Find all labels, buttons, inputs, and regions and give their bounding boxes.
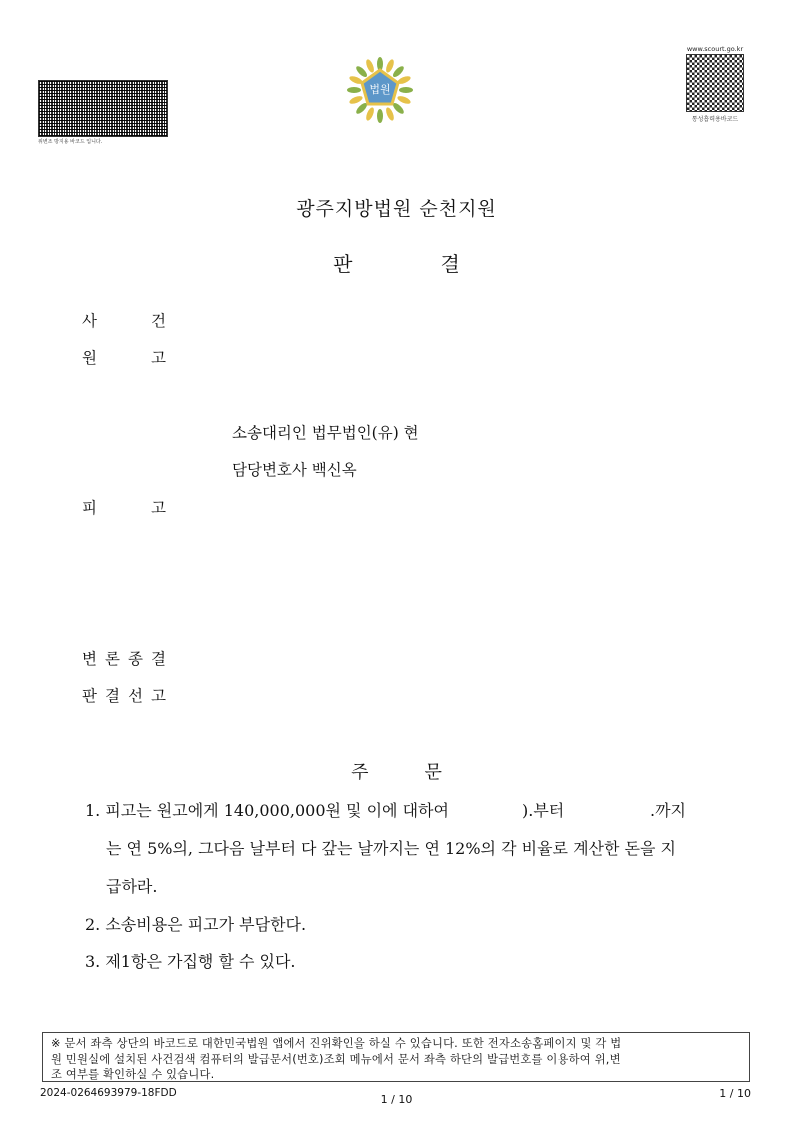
emblem-petal — [365, 58, 376, 73]
argument-end-label — [82, 647, 166, 669]
issue-number: 2024-0264693979-18FDD — [40, 1087, 177, 1099]
argument-end-char: 종 — [128, 650, 143, 668]
order-heading-char: 문 — [424, 762, 442, 783]
notice-line-3: 조 여부를 확인하실 수 있습니다. — [51, 1068, 215, 1081]
argument-end-char: 결 — [151, 650, 166, 668]
order-item-1-line-3: 급하라. — [106, 877, 158, 896]
plaintiff-label-char: 고 — [151, 349, 166, 367]
defendant-label — [82, 496, 166, 518]
title-char-right: 결 — [440, 252, 460, 276]
notice-line-1: ※ 문서 좌측 상단의 바코드로 대한민국법원 앱에서 진위확인을 하실 수 있습니다. 또한 전자소송홈페이지 및 각 법 — [51, 1037, 622, 1050]
court-emblem-icon — [346, 56, 414, 130]
case-label-char: 사 — [82, 312, 97, 330]
emblem-text: 법원 — [369, 83, 391, 96]
qr-url: www.scourt.go.kr — [686, 45, 744, 53]
defendant-label-char: 피 — [82, 499, 97, 517]
plaintiff-label — [82, 346, 166, 368]
notice-line-2: 원 민원실에 설치된 사건검색 컴퓨터의 발급문서(번호)조회 메뉴에서 문서 좌측 하단의 발급번호를 이용하여 위,변 — [51, 1052, 621, 1066]
order-item-3: 3. 제1항은 가집행 할 수 있다. — [85, 952, 296, 971]
verification-notice — [42, 1032, 750, 1082]
order-item-1-line-1c: .까지 — [650, 801, 686, 820]
emblem-petal — [391, 65, 405, 79]
plaintiff-attorney-firm: 소송대리인 법무법인(유) 현 — [232, 424, 419, 442]
barcode-note: 위변조 방지용 바코드 입니다. — [38, 139, 103, 145]
court-name: 광주지방법원 순천지원 — [296, 198, 497, 220]
emblem-petal — [396, 94, 411, 105]
qr-code — [686, 54, 744, 112]
argument-end-char: 론 — [105, 650, 120, 668]
emblem-petal — [347, 87, 361, 93]
emblem-petal — [399, 87, 413, 93]
judgment-date-char: 선 — [128, 687, 143, 705]
case-label-char: 건 — [151, 312, 166, 330]
argument-end-char: 변 — [82, 650, 97, 668]
case-label — [82, 309, 166, 331]
emblem-petal — [365, 106, 376, 121]
anti-forgery-barcode — [38, 80, 168, 137]
judgment-date-char: 고 — [151, 687, 166, 705]
order-heading-char: 주 — [351, 762, 369, 783]
page-number-right: 1 / 10 — [719, 1087, 751, 1100]
emblem-petal — [384, 106, 395, 121]
judgment-date-char: 판 — [82, 687, 97, 705]
defendant-label-char: 고 — [151, 499, 166, 517]
emblem-petal — [384, 58, 395, 73]
order-item-1-line-1b: ).부터 — [522, 801, 565, 820]
plaintiff-label-char: 원 — [82, 349, 97, 367]
order-heading — [0, 758, 793, 784]
judgment-date-label — [82, 684, 166, 706]
order-item-2: 2. 소송비용은 피고가 부담한다. — [85, 915, 307, 934]
emblem-petal — [377, 109, 383, 123]
order-item-1-line-2: 는 연 5%의, 그다음 날부터 다 갚는 날까지는 연 12%의 각 비율로 계산한 돈을 지 — [106, 839, 677, 858]
qr-caption: 통성흡력용바코드 — [691, 116, 739, 123]
page-number-center: 1 / 10 — [380, 1093, 413, 1106]
order-item-1-line-1a: 1. 피고는 원고에게 140,000,000원 및 이에 대하여 — [85, 801, 449, 820]
judgment-date-char: 결 — [105, 687, 120, 705]
emblem-petal — [348, 94, 363, 105]
title-char-left: 판 — [333, 252, 353, 276]
document-title — [0, 248, 793, 277]
plaintiff-attorney-lawyer: 담당변호사 백신옥 — [232, 461, 357, 479]
emblem-petal — [355, 65, 369, 79]
